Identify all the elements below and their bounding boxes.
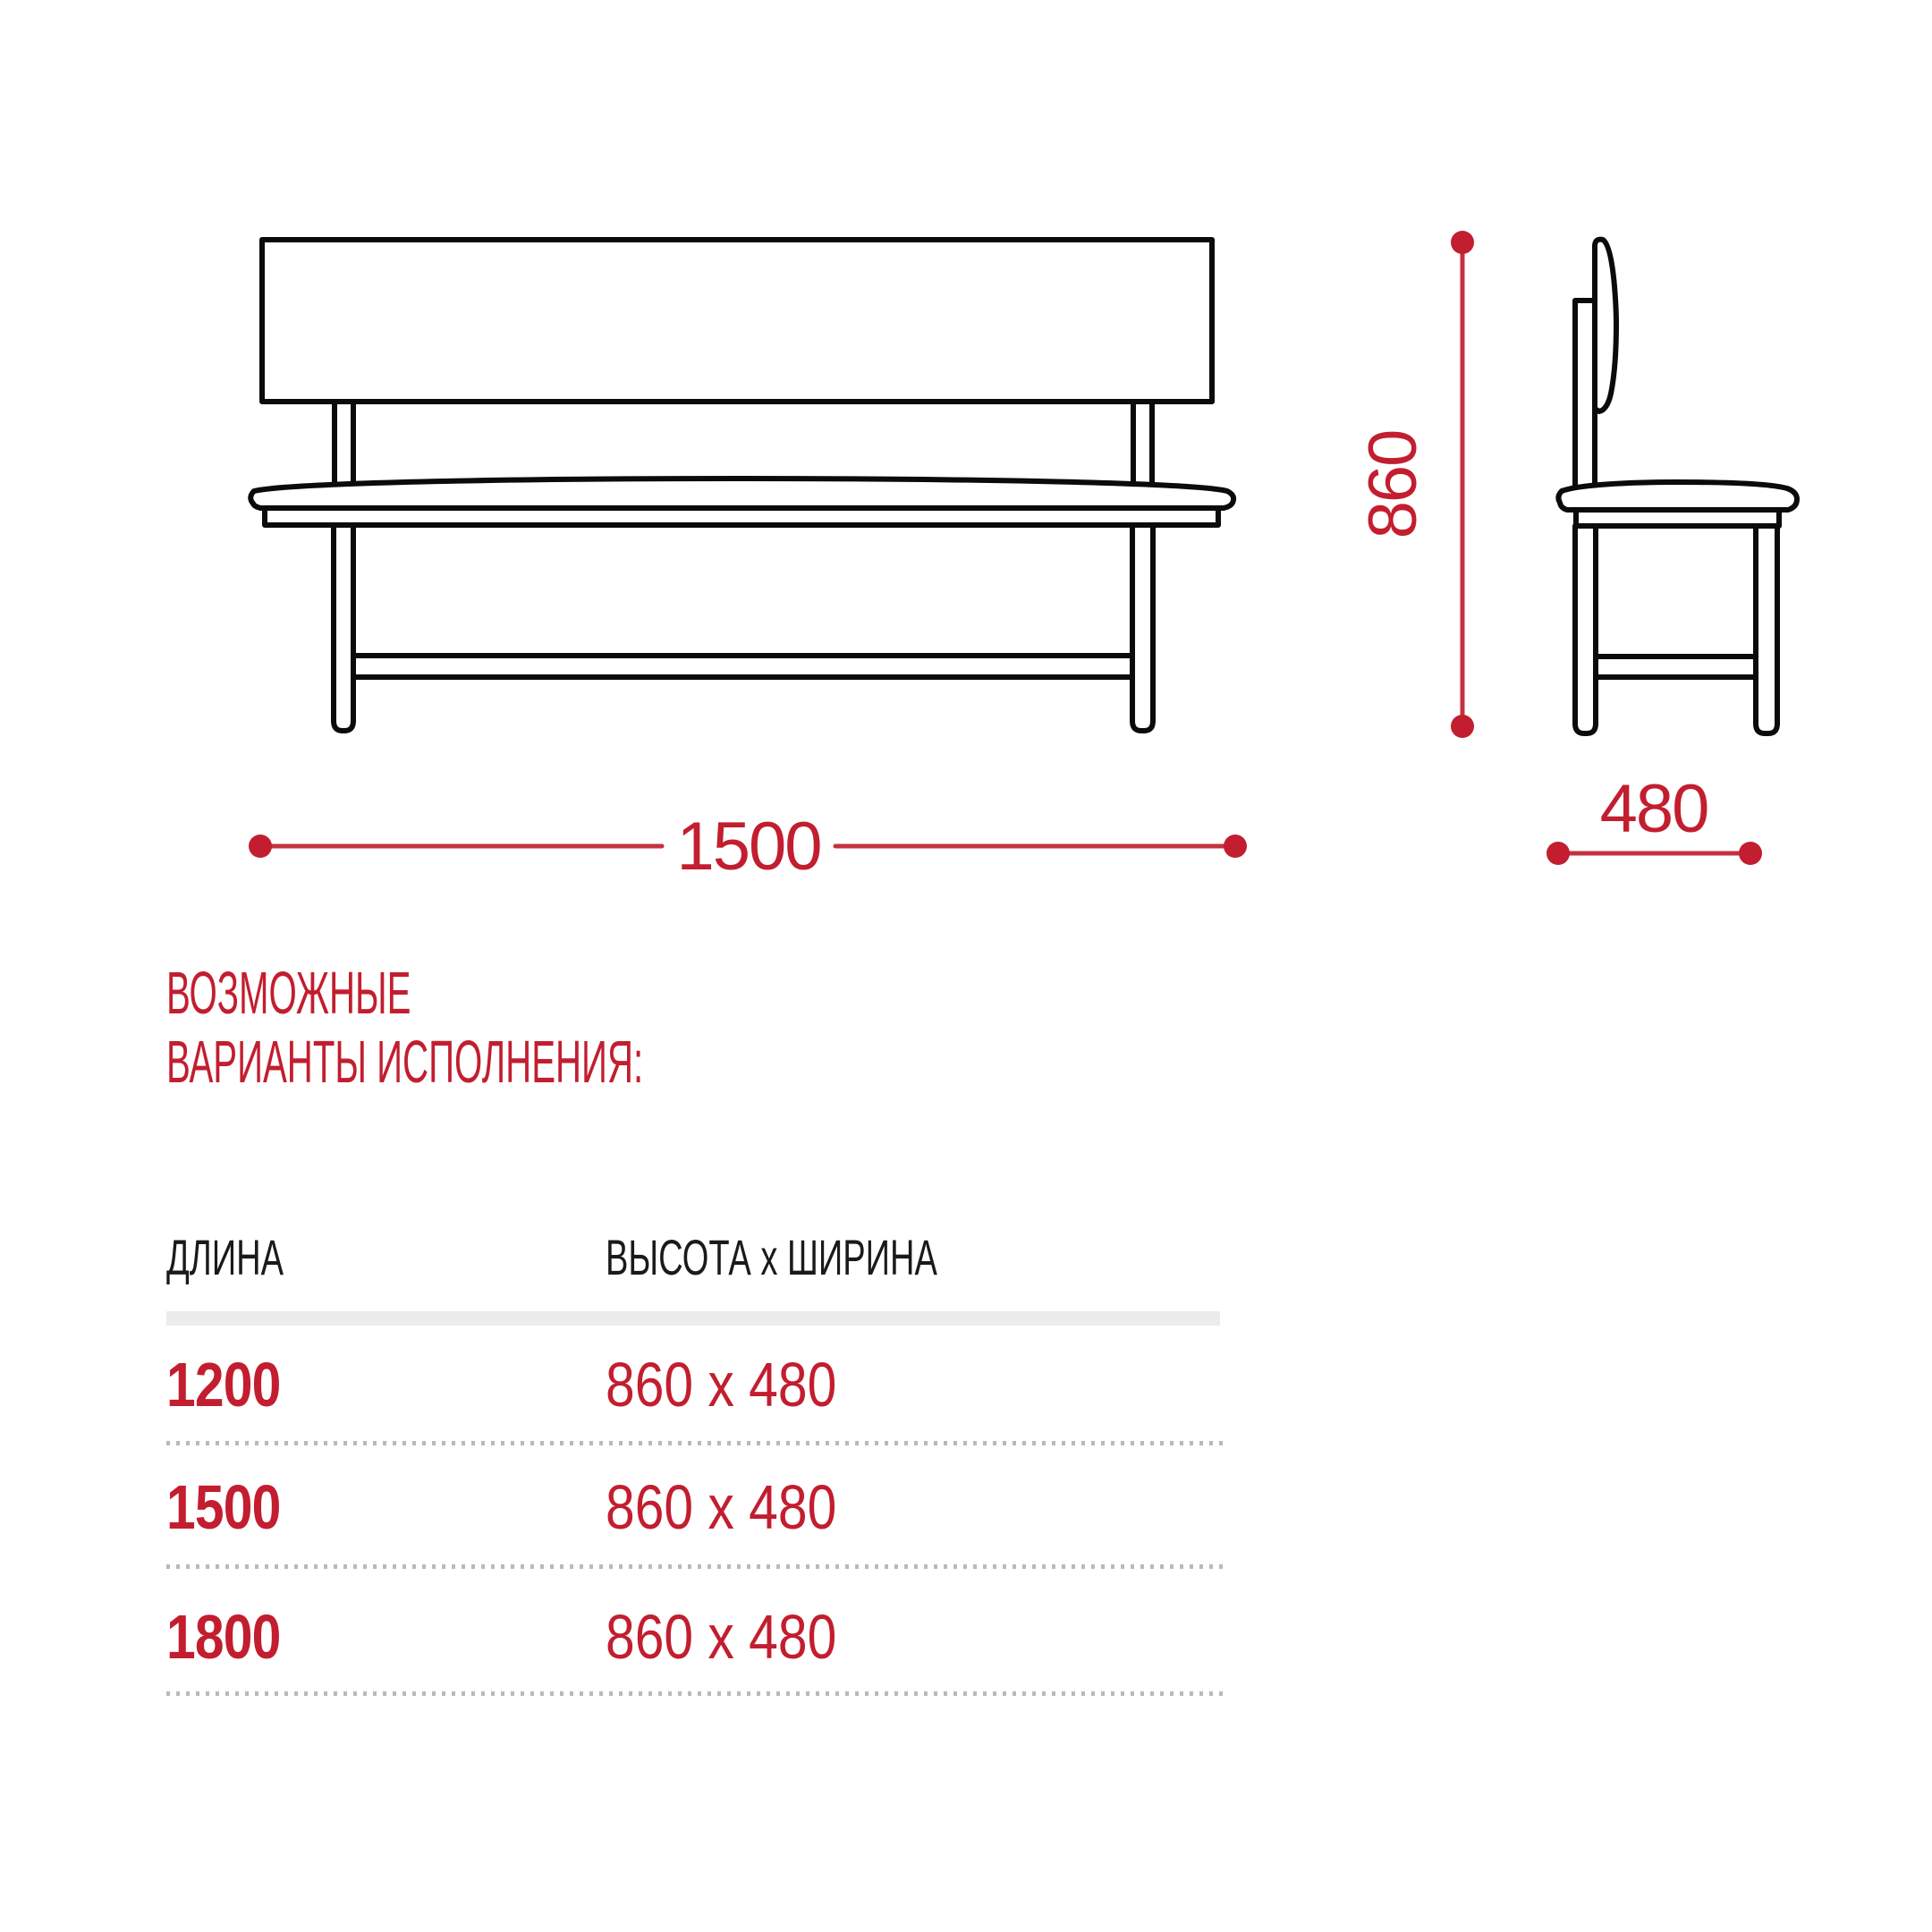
row-divider — [166, 1564, 1223, 1569]
side-seat-apron — [1576, 510, 1779, 526]
row-length-value: 1800 — [166, 1602, 281, 1672]
variants-heading — [166, 959, 962, 1097]
side-stretcher — [1596, 657, 1756, 677]
row-divider — [166, 1441, 1223, 1445]
side-seat — [1558, 482, 1797, 510]
row-length-value: 1500 — [166, 1472, 281, 1542]
length-dimension-dot-left — [249, 835, 272, 858]
front-backrest-board — [262, 240, 1212, 402]
front-length-dimension — [249, 809, 1247, 885]
length-dimension-dot-right — [1224, 835, 1247, 858]
front-left-backrest-post — [335, 402, 353, 487]
row-size-value: 860 x 480 — [606, 1602, 837, 1672]
table-row — [166, 1350, 1223, 1419]
column-header-height-width: ВЫСОТА x ШИРИНА — [606, 1229, 937, 1285]
row-size-value: 860 x 480 — [606, 1350, 837, 1419]
side-width-dimension — [1546, 771, 1762, 865]
side-height-dimension — [1355, 231, 1474, 738]
bench-side-view — [1558, 240, 1797, 733]
variants-heading-line1-text: ВОЗМОЖНЫЕ — [166, 960, 411, 1027]
bench-front-view — [250, 240, 1233, 731]
length-dimension-value: 1500 — [676, 809, 821, 885]
column-header-length: ДЛИНА — [166, 1229, 284, 1285]
front-seat — [250, 479, 1233, 508]
row-size-value: 860 x 480 — [606, 1472, 837, 1542]
front-right-backrest-post — [1133, 402, 1152, 487]
front-stretcher — [353, 656, 1132, 677]
table-row — [166, 1602, 1223, 1672]
side-rear-leg — [1575, 526, 1596, 733]
row-divider — [166, 1691, 1223, 1696]
size-table — [166, 1229, 1223, 1733]
table-header-divider — [166, 1311, 1220, 1326]
width-dimension-value: 480 — [1599, 771, 1708, 847]
variants-heading-line1 — [166, 959, 962, 1028]
bench-technical-drawing — [0, 0, 1932, 948]
variants-heading-line2 — [166, 1028, 962, 1097]
variants-heading-line2-text: ВАРИАНТЫ ИСПОЛНЕНИЯ: — [166, 1029, 644, 1096]
side-backrest-post — [1575, 301, 1595, 490]
row-length-value: 1200 — [166, 1350, 281, 1419]
height-dimension-dot-bottom — [1451, 715, 1474, 738]
front-left-leg — [334, 525, 353, 731]
width-dimension-dot-right — [1739, 842, 1762, 865]
side-backrest-panel — [1595, 240, 1616, 411]
height-dimension-dot-top — [1451, 231, 1474, 254]
front-seat-apron — [265, 508, 1218, 525]
size-table-header — [166, 1229, 1223, 1286]
table-row — [166, 1472, 1223, 1542]
side-front-leg — [1756, 526, 1777, 733]
width-dimension-dot-left — [1546, 842, 1570, 865]
height-dimension-value: 860 — [1355, 430, 1431, 539]
front-right-leg — [1132, 525, 1153, 731]
